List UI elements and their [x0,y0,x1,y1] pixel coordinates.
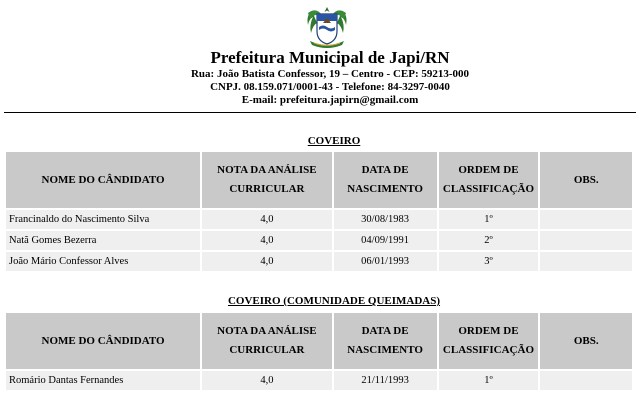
header-data-line2: NASCIMENTO [347,344,423,356]
header-data-line1: DATA DE [361,164,409,176]
cell-data: 04/09/1991 [334,231,437,250]
cell-ordem: 3º [439,252,539,271]
cell-data: 06/01/1993 [334,252,437,271]
cell-name: Francinaldo do Nascimento Silva [6,210,200,229]
header-nota-line1: NOTA DA ANÁLISE [217,164,317,176]
table-row [6,231,632,250]
header-ordem [439,152,539,208]
header-ordem-line2: CLASSIFICAÇÃO [442,183,534,195]
cell-nota: 4,0 [202,371,332,390]
table-row [6,210,632,229]
organization-name: Prefeitura Municipal de Japi/RN [210,48,450,67]
section-title-coveiro: COVEIRO [307,135,361,147]
results-table-coveiro [4,150,634,273]
header-data-line1: DATA DE [361,325,409,337]
header-data [334,152,437,208]
header-ordem-line1: ORDEM DE [458,164,519,176]
table-header-row [6,152,632,208]
cell-name: Romário Dantas Fernandes [6,371,200,390]
cell-name: Natã Gomes Bezerra [6,231,200,250]
header-nota [202,313,332,369]
cell-obs [540,231,632,250]
cell-data: 21/11/1993 [334,371,437,390]
cell-nota: 4,0 [202,252,332,271]
header-ordem [439,313,539,369]
address-line: Rua: João Batista Confessor, 19 – Centro - CEP: 59213-000 [190,68,470,80]
header-divider [4,112,636,113]
cell-data: 30/08/1983 [334,210,437,229]
table-row [6,252,632,271]
header-nota-line2: CURRICULAR [229,183,305,195]
cell-obs [540,210,632,229]
header-ordem-line2: CLASSIFICAÇÃO [442,344,534,356]
table-row [6,371,632,390]
header-data-line2: NASCIMENTO [347,183,423,195]
email-line: E-mail: prefeitura.japirn@gmail.com [241,94,419,106]
cell-ordem: 1º [439,371,539,390]
header-nota-line1: NOTA DA ANÁLISE [217,325,317,337]
cell-ordem: 1º [439,210,539,229]
header-ordem-line1: ORDEM DE [458,325,519,337]
header-obs: OBS. [540,152,632,208]
cell-obs [540,252,632,271]
cnpj-phone-line: CNPJ. 08.159.071/0001-43 - Telefone: 84-3297-0040 [210,81,450,93]
letterhead [0,48,640,107]
coat-of-arms-icon [302,5,352,51]
cell-nota: 4,0 [202,231,332,250]
cell-obs [540,371,632,390]
header-data [334,313,437,369]
header-nota-line2: CURRICULAR [229,344,305,356]
header-obs: OBS. [540,313,632,369]
results-table-coveiro-queimadas [4,311,634,392]
header-name: NOME DO CÂNDIDATO [6,313,200,369]
section-title-coveiro-queimadas: COVEIRO (COMUNIDADE QUEIMADAS) [227,295,441,307]
header-nota [202,152,332,208]
cell-nota: 4,0 [202,210,332,229]
cell-ordem: 2º [439,231,539,250]
header-name: NOME DO CÂNDIDATO [6,152,200,208]
table-header-row [6,313,632,369]
cell-name: João Mário Confessor Alves [6,252,200,271]
